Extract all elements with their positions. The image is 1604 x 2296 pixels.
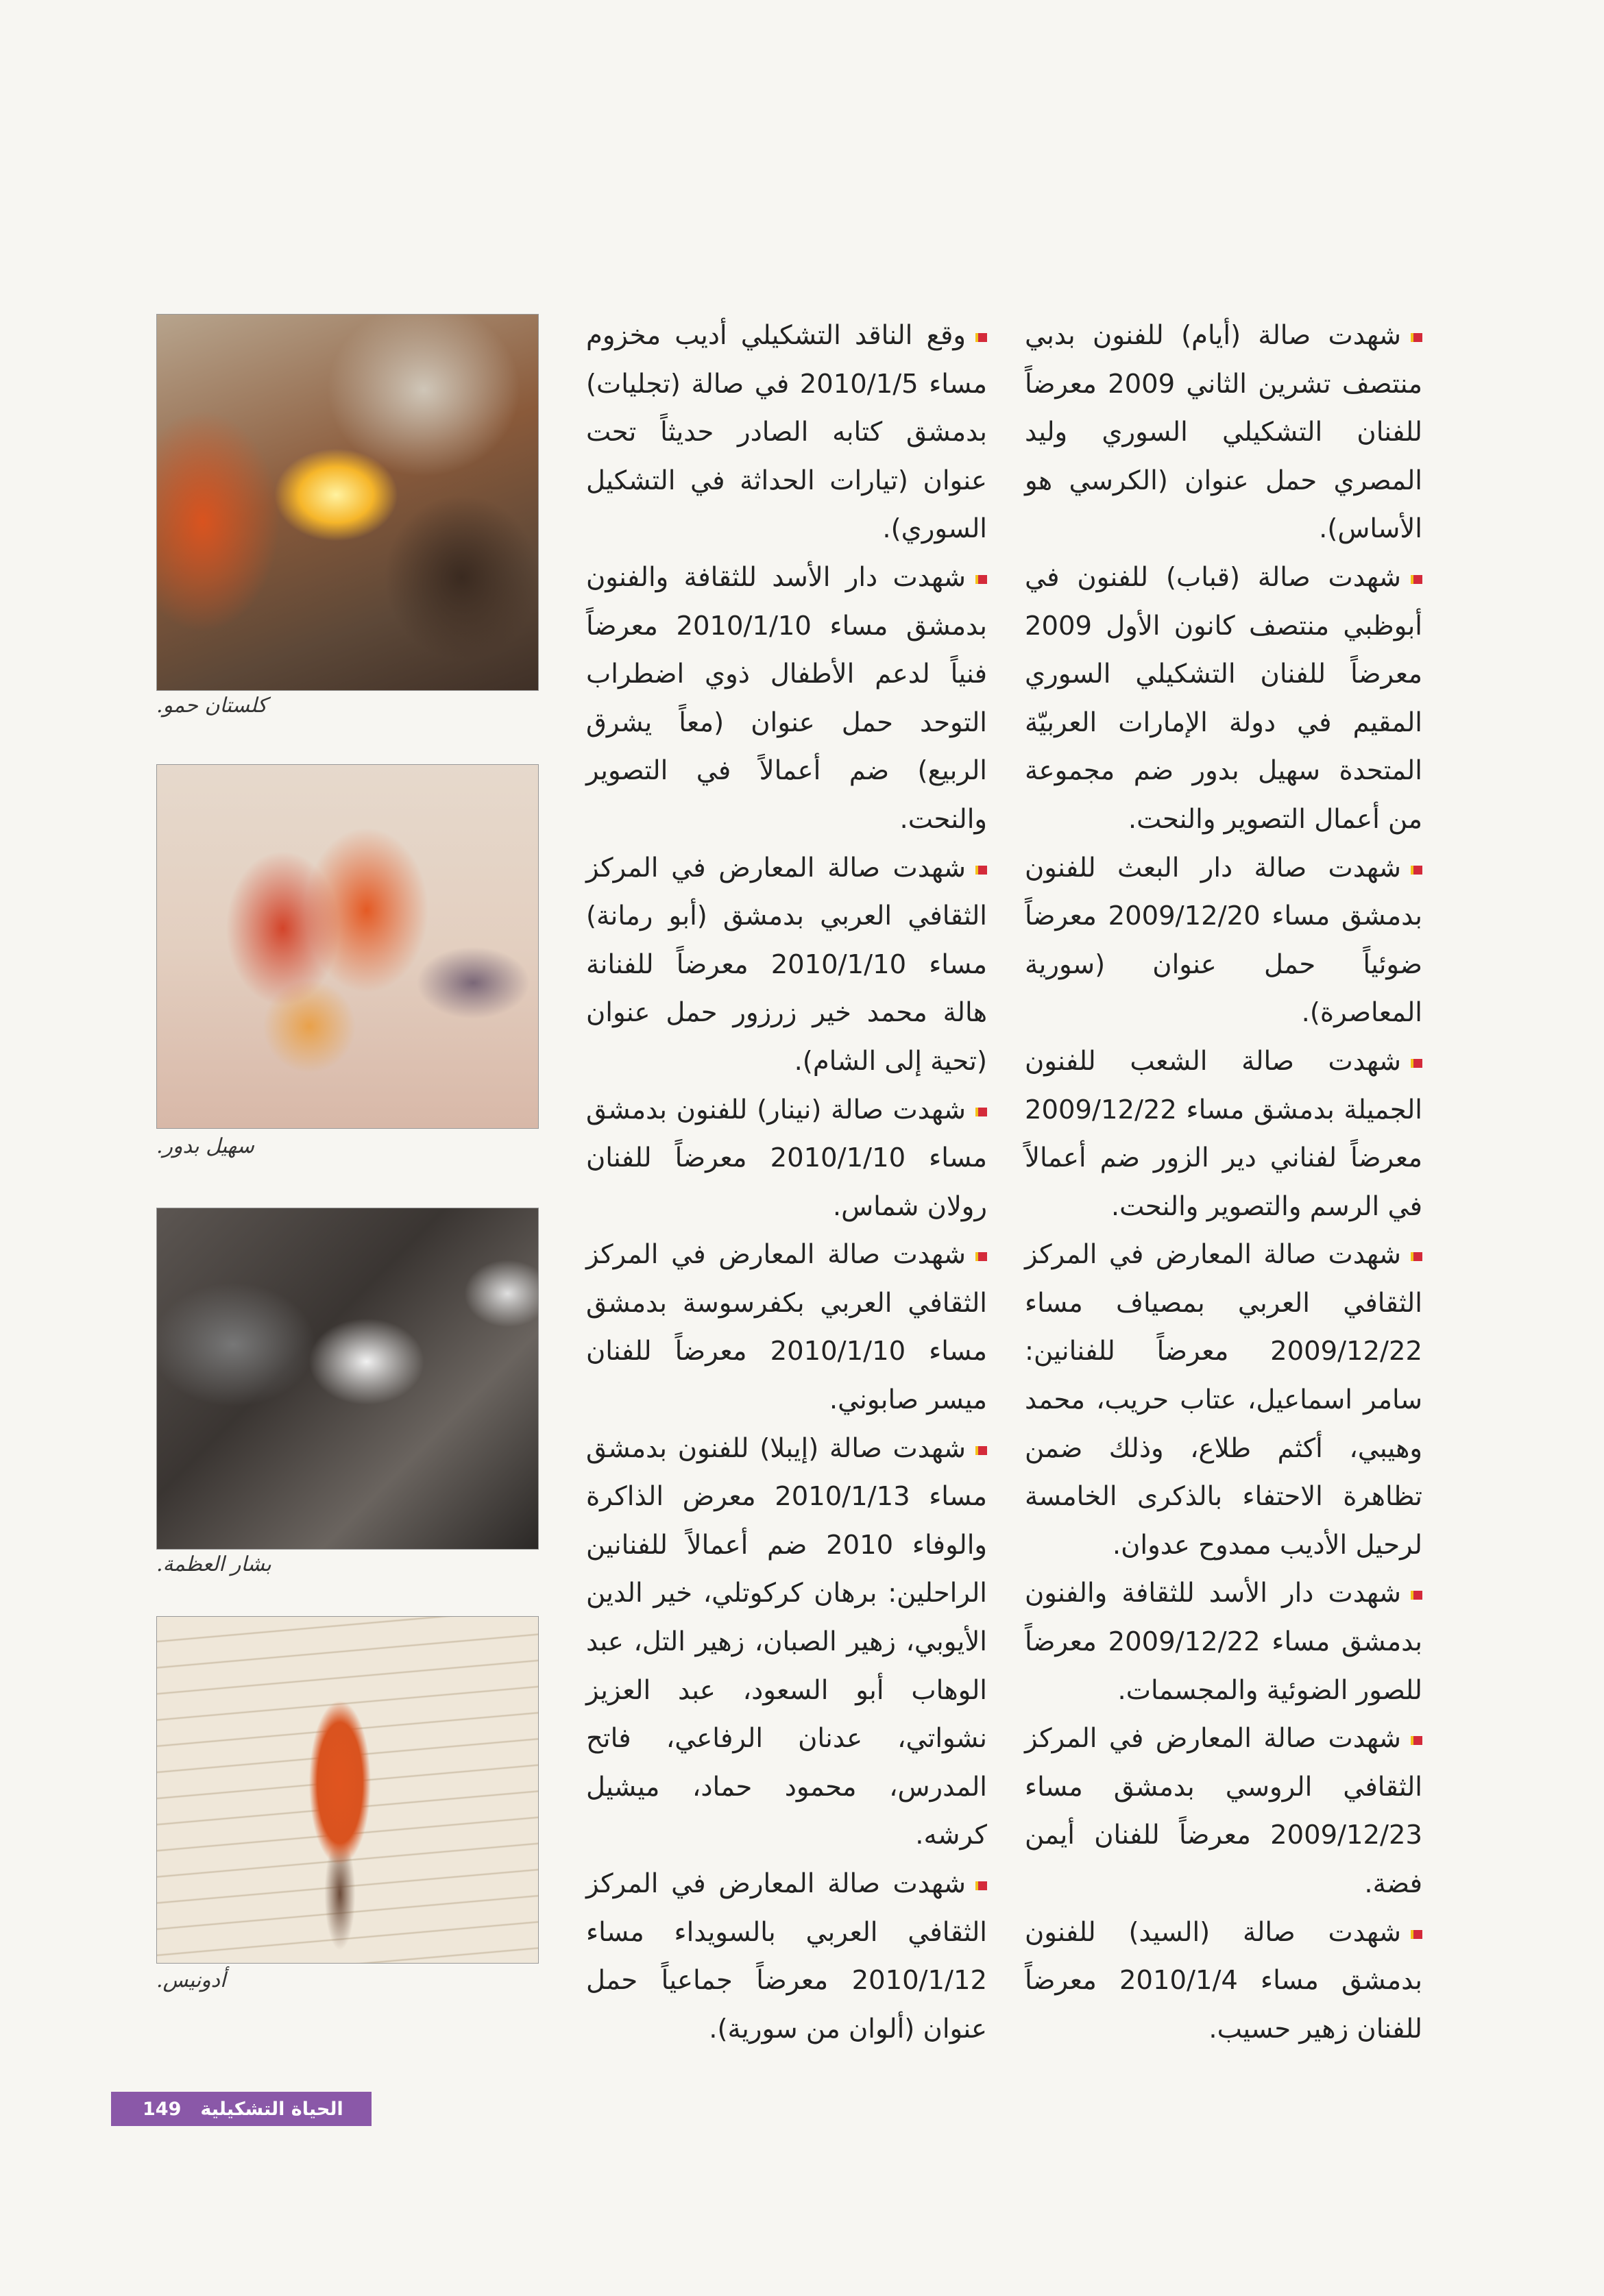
image-caption: أدونيس. [156,1968,226,1992]
bullet-icon [1411,575,1422,584]
news-item: شهدت صالة المعارض في المركز الثقافي الروسي بدمشق مساء 2009/12/23 معرضاً للفنان أيمن فضة. [1025,1723,1422,1899]
bullet-icon [975,866,987,875]
bullet-icon [1411,1591,1422,1600]
footer-bar [111,2092,372,2126]
image-caption: كلستان حمو. [156,694,267,718]
bullet-icon [1411,1252,1422,1261]
bullet-icon [1411,1736,1422,1745]
artwork-image [156,1616,539,1964]
bullet-icon [975,333,987,342]
news-item: شهدت صالة (نينار) للفنون بدمشق مساء 2010/1/10 معرضاً للفنان رولان شماس. [586,1094,987,1222]
bullet-icon [975,1881,987,1890]
text-column-right [1025,312,1422,2053]
news-item: شهدت صالة المعارض في المركز الثقافي العربي بدمشق (أبو رمانة) مساء 2010/1/10 معرضاً للفنانة هالة محمد خير زرزور حمل عنوان (تحية إلى الشام). [586,852,987,1077]
bullet-icon [975,1446,987,1455]
image-caption: سهيل بدور. [156,1134,254,1158]
news-item: شهدت صالة (قباب) للفنون في أبوظبي منتصف كانون الأول 2009 معرضاً للفنان التشكيلي السوري المقيم في دولة الإمارات العربيّة المتحدة سهيل بدور ضم مجموعة من أعمال التصوير والنحت. [1025,561,1422,835]
image-caption: بشار العظمة. [156,1552,271,1576]
bullet-icon [1411,1930,1422,1939]
magazine-name: الحياة التشكيلية [200,2098,343,2120]
news-item: شهدت صالة المعارض في المركز الثقافي العربي بالسويداء مساء 2010/1/12 معرضاً جماعياً حمل عنوان (ألوان من سورية). [586,1868,987,2044]
artwork-image [156,314,539,691]
news-item: شهدت صالة (إيبلا) للفنون بدمشق مساء 2010/1/13 معرض الذاكرة والوفاء 2010 ضم أعمالاً للفنانين الراحلين: برهان كركوتلي، خير الدين الأيوبي، زهير الصبان، زهير التل، عبد الوهاب أبو السعود، عبد العزيز نشواتي، عدنان الرفاعي، فاتح المدرس، محمود حماد، ميشيل كرشه. [586,1432,987,1851]
bullet-icon [975,575,987,584]
page-number: 149 [143,2098,182,2120]
bullet-icon [1411,866,1422,875]
artwork-image [156,764,539,1129]
news-item: وقع الناقد التشكيلي أديب مخزوم مساء 2010/1/5 في صالة (تجليات) بدمشق كتابه الصادر حديثاً تحت عنوان (تيارات الحداثة في التشكيل السوري). [586,320,987,545]
bullet-icon [975,1252,987,1261]
news-item: شهدت دار الأسد للثقافة والفنون بدمشق مساء 2009/12/22 معرضاً للصور الضوئية والمجسمات. [1025,1578,1422,1706]
bullet-icon [1411,1059,1422,1068]
news-item: شهدت صالة المعارض في المركز الثقافي العربي بمصياف مساء 2009/12/22 معرضاً للفنانين: سامر اسماعيل، عتاب حريب، محمد وهيبي، أكثم طلاع، وذلك ضمن تظاهرة الاحتفاء بالذكرى الخامسة لرحيل الأديب ممدوح عدوان. [1025,1239,1422,1561]
news-item: شهدت دار الأسد للثقافة والفنون بدمشق مساء 2010/1/10 معرضاً فنياً لدعم الأطفال ذوي اضطراب التوحد حمل عنوان (معاً يشرق الربيع) ضم أعمالاً في التصوير والنحت. [586,561,987,835]
news-item: شهدت صالة الشعب للفنون الجميلة بدمشق مساء 2009/12/22 معرضاً لفناني دير الزور ضم أعمالاً في الرسم والتصوير والنحت. [1025,1045,1422,1222]
news-item: شهدت صالة المعارض في المركز الثقافي العربي بكفرسوسة بدمشق مساء 2010/1/10 معرضاً للفنان ميسر صابوني. [586,1239,987,1416]
news-item: شهدت صالة دار البعث للفنون بدمشق مساء 2009/12/20 معرضاً ضوئياً حمل عنوان (سورية المعاصرة). [1025,852,1422,1029]
news-item: شهدت صالة (أيام) للفنون بدبي منتصف تشرين الثاني 2009 معرضاً للفنان التشكيلي السوري وليد المصري حمل عنوان (الكرسي هو الأساس). [1025,320,1422,545]
bullet-icon [975,1108,987,1116]
news-item: شهدت صالة (السيد) للفنون بدمشق مساء 2010/1/4 معرضاً للفنان زهير حسيب. [1025,1916,1422,2044]
artwork-image [156,1208,539,1550]
text-column-middle [586,312,987,2053]
bullet-icon [1411,333,1422,342]
